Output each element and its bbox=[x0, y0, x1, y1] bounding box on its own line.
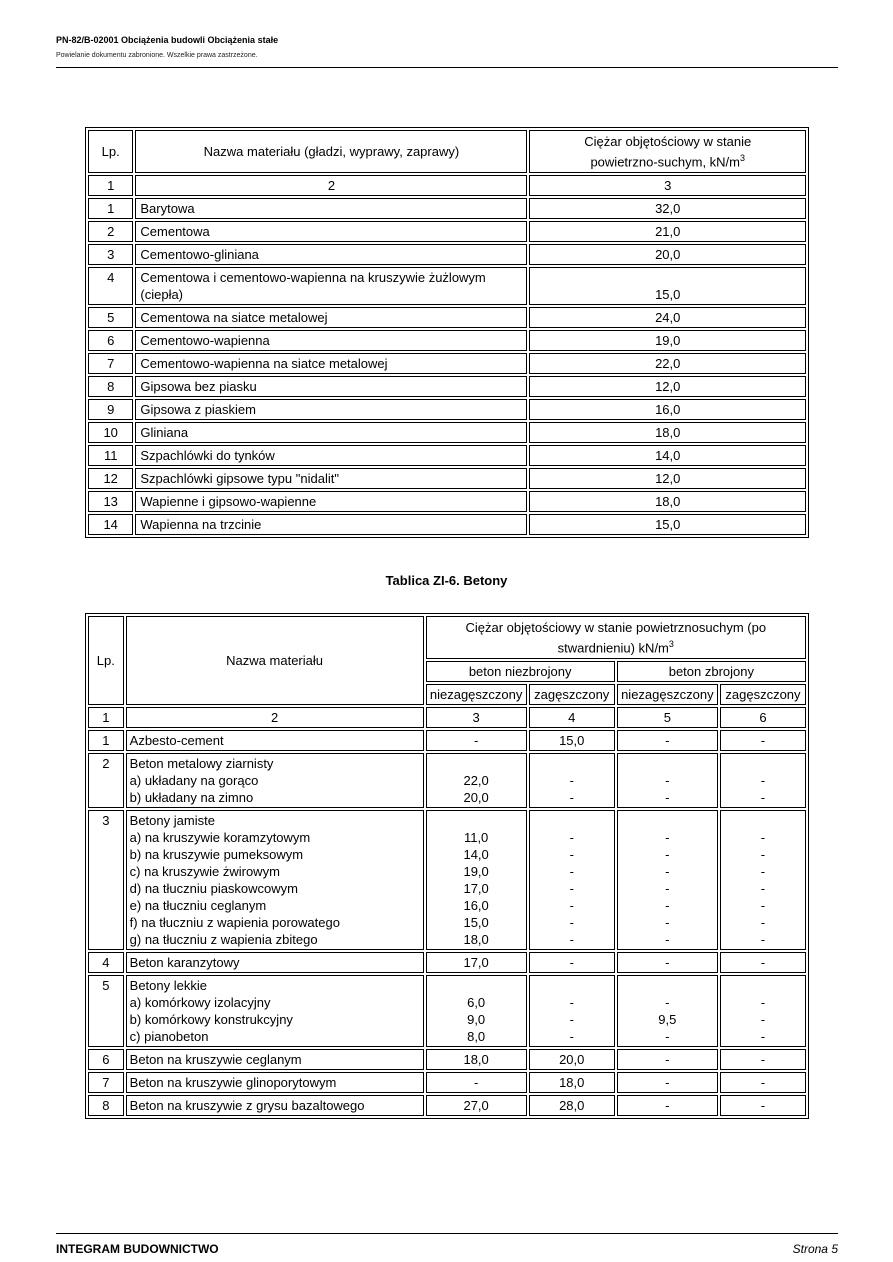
row-lp: 5 bbox=[88, 975, 124, 1047]
table-row bbox=[88, 244, 806, 265]
concrete-weights-table bbox=[85, 613, 809, 1119]
row-weight: 15,0 bbox=[529, 267, 806, 305]
row-material-name: Gliniana bbox=[135, 422, 527, 443]
row-weight: 16,0 bbox=[529, 399, 806, 420]
table-row bbox=[88, 468, 806, 489]
row-lp: 11 bbox=[88, 445, 133, 466]
row-value: - bbox=[617, 1095, 718, 1116]
row-material-name: Cementowa na siatce metalowej bbox=[135, 307, 527, 328]
row-value: - - - bbox=[720, 975, 806, 1047]
row-material-name: Azbesto-cement bbox=[126, 730, 424, 751]
row-value: - bbox=[720, 730, 806, 751]
table-header-row bbox=[88, 616, 806, 659]
row-lp: 12 bbox=[88, 468, 133, 489]
row-value: 18,0 bbox=[529, 1072, 615, 1093]
row-material-name: Cementowo-gliniana bbox=[135, 244, 527, 265]
copyright-notice: Powielanie dokumentu zabronione. Wszelkie prawa zastrzeżone. bbox=[56, 52, 258, 59]
row-value: - bbox=[720, 1072, 806, 1093]
row-lp: 1 bbox=[88, 730, 124, 751]
row-material-name: Betony lekkie a) komórkowy izolacyjny b) komórkowy konstrukcyjny c) pianobeton bbox=[126, 975, 424, 1047]
header-material-name: Nazwa materiału (gładzi, wyprawy, zaprawy) bbox=[135, 130, 527, 173]
row-weight: 15,0 bbox=[529, 514, 806, 535]
row-value: - 9,5 - bbox=[617, 975, 718, 1047]
row-lp: 5 bbox=[88, 307, 133, 328]
row-value: - bbox=[720, 1049, 806, 1070]
row-weight: 12,0 bbox=[529, 376, 806, 397]
row-value: 6,0 9,0 8,0 bbox=[426, 975, 527, 1047]
column-number-row bbox=[88, 175, 806, 196]
table-row bbox=[88, 353, 806, 374]
table-row bbox=[88, 267, 806, 305]
header-weight bbox=[426, 616, 806, 659]
row-value: - - - bbox=[529, 975, 615, 1047]
row-material-name: Beton metalowy ziarnisty a) układany na gorąco b) układany na zimno bbox=[126, 753, 424, 808]
row-value: - - - - - - - bbox=[720, 810, 806, 950]
row-weight: 18,0 bbox=[529, 422, 806, 443]
column-number: 2 bbox=[135, 175, 527, 196]
row-value: - bbox=[426, 1072, 527, 1093]
row-lp: 4 bbox=[88, 267, 133, 305]
row-material-name: Beton na kruszywie z grysu bazaltowego bbox=[126, 1095, 424, 1116]
header-reinforced: beton zbrojony bbox=[617, 661, 806, 682]
table-row bbox=[88, 810, 806, 950]
row-material-name: Cementowo-wapienna na siatce metalowej bbox=[135, 353, 527, 374]
row-value: - - bbox=[529, 753, 615, 808]
row-lp: 14 bbox=[88, 514, 133, 535]
row-material-name: Wapienna na trzcinie bbox=[135, 514, 527, 535]
column-number: 6 bbox=[720, 707, 806, 728]
row-lp: 6 bbox=[88, 1049, 124, 1070]
row-lp: 13 bbox=[88, 491, 133, 512]
table-row bbox=[88, 1095, 806, 1116]
row-lp: 9 bbox=[88, 399, 133, 420]
row-lp: 1 bbox=[88, 198, 133, 219]
row-material-name: Wapienne i gipsowo-wapienne bbox=[135, 491, 527, 512]
table-row bbox=[88, 975, 806, 1047]
header-unreinforced: beton niezbrojony bbox=[426, 661, 615, 682]
row-value: - - - - - - - bbox=[529, 810, 615, 950]
row-value: - bbox=[617, 952, 718, 973]
header-compacted: zagęszczony bbox=[529, 684, 615, 705]
row-material-name: Cementowa bbox=[135, 221, 527, 242]
row-weight: 19,0 bbox=[529, 330, 806, 351]
row-weight: 32,0 bbox=[529, 198, 806, 219]
row-value: - - - - - - - bbox=[617, 810, 718, 950]
column-number: 3 bbox=[529, 175, 806, 196]
row-value: - - bbox=[720, 753, 806, 808]
table-row bbox=[88, 422, 806, 443]
column-number: 1 bbox=[88, 707, 124, 728]
column-number: 1 bbox=[88, 175, 133, 196]
row-material-name: Beton na kruszywie glinoporytowym bbox=[126, 1072, 424, 1093]
row-lp: 4 bbox=[88, 952, 124, 973]
header-weight-sup: 3 bbox=[740, 153, 746, 163]
table-caption: Tablica ZI-6. Betony bbox=[385, 573, 508, 588]
row-lp: 3 bbox=[88, 810, 124, 950]
row-value: - bbox=[529, 952, 615, 973]
header-not-compacted: niezagęszczony bbox=[617, 684, 718, 705]
table-row bbox=[88, 198, 806, 219]
page-number: Strona 5 bbox=[792, 1242, 838, 1256]
column-number: 4 bbox=[529, 707, 615, 728]
row-lp: 6 bbox=[88, 330, 133, 351]
row-lp: 2 bbox=[88, 221, 133, 242]
table-header-row bbox=[88, 130, 806, 173]
table-row bbox=[88, 1072, 806, 1093]
table-row bbox=[88, 952, 806, 973]
row-material-name: Cementowa i cementowo-wapienna na kruszywie żużlowym (ciepła) bbox=[135, 267, 527, 305]
row-value: - bbox=[617, 730, 718, 751]
row-value: - - bbox=[617, 753, 718, 808]
row-value: - bbox=[617, 1049, 718, 1070]
row-lp: 3 bbox=[88, 244, 133, 265]
header-not-compacted: niezagęszczony bbox=[426, 684, 527, 705]
row-value: - bbox=[617, 1072, 718, 1093]
row-weight: 20,0 bbox=[529, 244, 806, 265]
table-row bbox=[88, 514, 806, 535]
row-value: 17,0 bbox=[426, 952, 527, 973]
table-row bbox=[88, 376, 806, 397]
row-lp: 7 bbox=[88, 1072, 124, 1093]
footer-divider bbox=[56, 1233, 838, 1234]
column-number: 5 bbox=[617, 707, 718, 728]
table-row bbox=[88, 221, 806, 242]
row-value: 11,0 14,0 19,0 17,0 16,0 15,0 18,0 bbox=[426, 810, 527, 950]
row-weight: 24,0 bbox=[529, 307, 806, 328]
row-value: 27,0 bbox=[426, 1095, 527, 1116]
table-row bbox=[88, 445, 806, 466]
column-number: 2 bbox=[126, 707, 424, 728]
row-value: 28,0 bbox=[529, 1095, 615, 1116]
header-material-name: Nazwa materiału bbox=[126, 616, 424, 705]
table-row bbox=[88, 1049, 806, 1070]
row-value: - bbox=[426, 730, 527, 751]
row-value: - bbox=[720, 1095, 806, 1116]
footer-publisher: INTEGRAM BUDOWNICTWO bbox=[56, 1242, 219, 1256]
header-lp: Lp. bbox=[88, 130, 133, 173]
header-divider bbox=[56, 67, 838, 68]
table-row bbox=[88, 330, 806, 351]
row-value: 15,0 bbox=[529, 730, 615, 751]
row-lp: 2 bbox=[88, 753, 124, 808]
table-row bbox=[88, 491, 806, 512]
row-lp: 8 bbox=[88, 1095, 124, 1116]
mortar-weights-table bbox=[85, 127, 809, 538]
row-material-name: Gipsowa bez piasku bbox=[135, 376, 527, 397]
header-compacted: zagęszczony bbox=[720, 684, 806, 705]
row-material-name: Gipsowa z piaskiem bbox=[135, 399, 527, 420]
row-lp: 10 bbox=[88, 422, 133, 443]
row-material-name: Szpachlówki do tynków bbox=[135, 445, 527, 466]
header-weight-text: Ciężar objętościowy w stanie powietrzno-suchym, kN/m bbox=[584, 134, 752, 170]
row-lp: 8 bbox=[88, 376, 133, 397]
header-weight bbox=[529, 130, 806, 173]
header-weight-sup: 3 bbox=[668, 639, 674, 649]
table-row bbox=[88, 307, 806, 328]
row-weight: 18,0 bbox=[529, 491, 806, 512]
row-material-name: Beton karanzytowy bbox=[126, 952, 424, 973]
column-number-row bbox=[88, 707, 806, 728]
table-row bbox=[88, 399, 806, 420]
row-material-name: Betony jamiste a) na kruszywie koramzytowym b) na kruszywie pumeksowym c) na kruszywie żwirowym d) na tłuczniu piaskowcowym e) na tłuczniu ceglanym f) na tłuczniu z wapienia porowatego g) na tłuczniu z wapienia zbitego bbox=[126, 810, 424, 950]
row-material-name: Barytowa bbox=[135, 198, 527, 219]
row-value: 18,0 bbox=[426, 1049, 527, 1070]
row-weight: 12,0 bbox=[529, 468, 806, 489]
row-weight: 22,0 bbox=[529, 353, 806, 374]
row-material-name: Szpachlówki gipsowe typu "nidalit" bbox=[135, 468, 527, 489]
table-row bbox=[88, 753, 806, 808]
row-material-name: Cementowo-wapienna bbox=[135, 330, 527, 351]
document-title: PN-82/B-02001 Obciążenia budowli Obciążenia stałe bbox=[56, 35, 279, 45]
row-value: 22,0 20,0 bbox=[426, 753, 527, 808]
header-weight-text: Ciężar objętościowy w stanie powietrznosuchym (po stwardnieniu) kN/m bbox=[465, 620, 767, 656]
column-number: 3 bbox=[426, 707, 527, 728]
row-weight: 21,0 bbox=[529, 221, 806, 242]
row-weight: 14,0 bbox=[529, 445, 806, 466]
row-material-name: Beton na kruszywie ceglanym bbox=[126, 1049, 424, 1070]
header-lp: Lp. bbox=[88, 616, 124, 705]
row-lp: 7 bbox=[88, 353, 133, 374]
table-row bbox=[88, 730, 806, 751]
row-value: - bbox=[720, 952, 806, 973]
row-value: 20,0 bbox=[529, 1049, 615, 1070]
